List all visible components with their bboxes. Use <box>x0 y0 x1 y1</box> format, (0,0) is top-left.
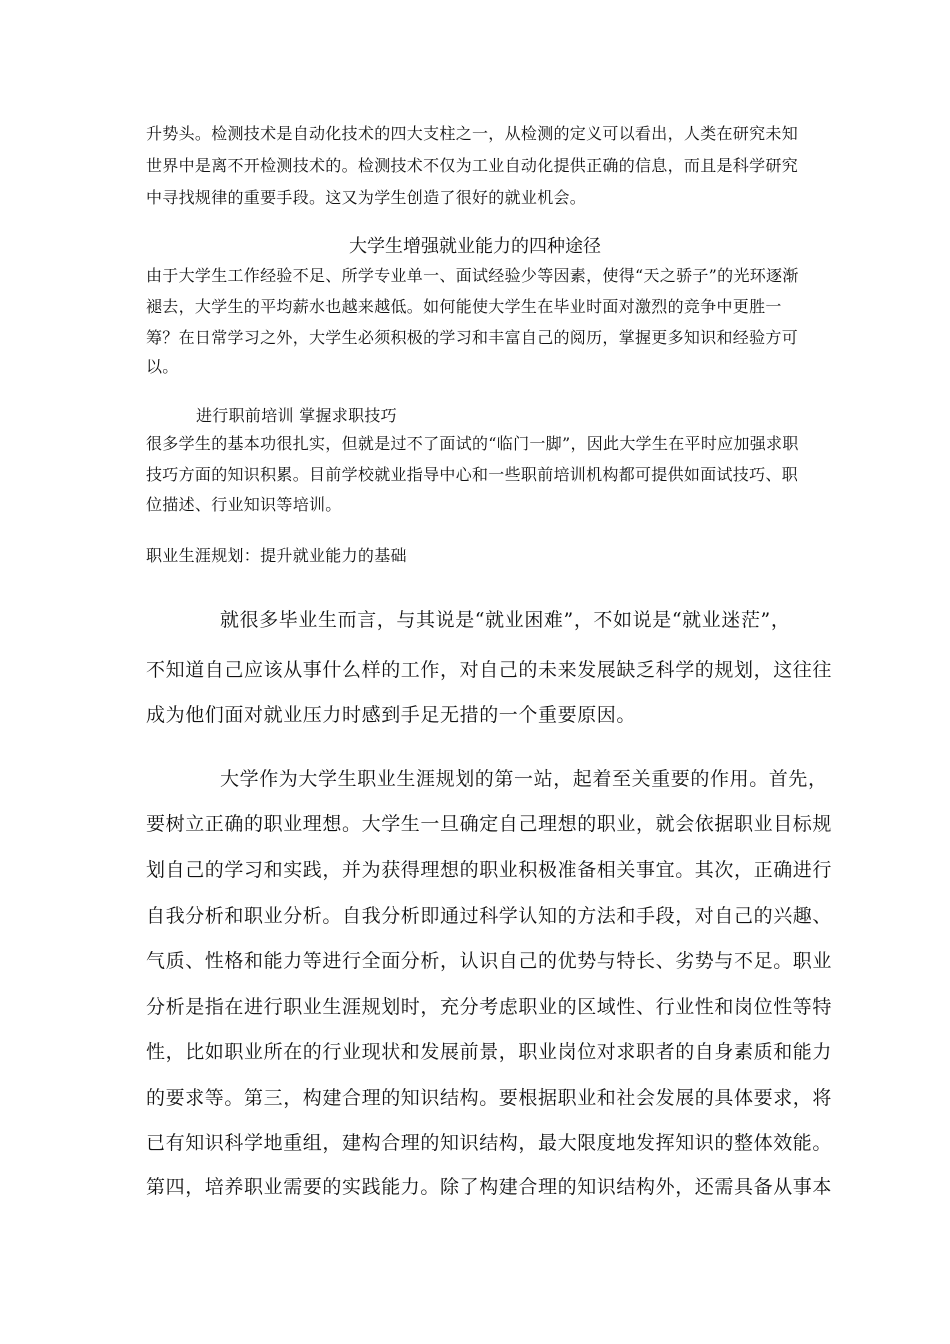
subheading-training: 进行职前培训 掌握求职技巧 <box>196 406 397 425</box>
text-line: 技巧方面的知识积累。目前学校就业指导中心和一些职前培训机构都可提供如面试技巧、职 <box>146 465 799 484</box>
text-line: 气质、性格和能力等进行全面分析，认识自己的优势与特长、劣势与不足。职业 <box>146 950 833 972</box>
text-line: 升势头。检测技术是自动化技术的四大支柱之一，从检测的定义可以看出，人类在研究未知 <box>146 124 799 143</box>
text-line: 大学作为大学生职业生涯规划的第一站，起着至关重要的作用。首先， <box>220 768 828 790</box>
text-line: 划自己的学习和实践，并为获得理想的职业积极准备相关事宜。其次，正确进行 <box>146 859 833 881</box>
text-line: 位描述、行业知识等培训。 <box>146 495 342 514</box>
text-line: 已有知识科学地重组，建构合理的知识结构，最大限度地发挥知识的整体效能。 <box>146 1132 833 1154</box>
text-line: 性，比如职业所在的行业现状和发展前景，职业岗位对求职者的自身素质和能力 <box>146 1041 833 1063</box>
text-line: 就很多毕业生而言，与其说是“就业困难”，不如说是“就业迷茫”， <box>220 609 791 631</box>
section-title: 大学生增强就业能力的四种途径 <box>349 236 601 257</box>
text-line: 褪去，大学生的平均薪水也越来越低。如何能使大学生在毕业时面对激烈的竞争中更胜一 <box>146 297 782 316</box>
text-line: 以。 <box>146 357 179 376</box>
text-line: 不知道自己应该从事什么样的工作，对自己的未来发展缺乏科学的规划，这往往 <box>146 659 833 681</box>
text-line: 要树立正确的职业理想。大学生一旦确定自己理想的职业，就会依据职业目标规 <box>146 813 833 835</box>
text-line: 由于大学生工作经验不足、所学专业单一、面试经验少等因素，使得“天之骄子”的光环逐渐 <box>146 266 799 285</box>
text-line: 第四，培养职业需要的实践能力。除了构建合理的知识结构外，还需具备从事本 <box>146 1176 833 1198</box>
text-line: 很多学生的基本功很扎实，但就是过不了面试的“临门一脚”，因此大学生在平时应加强求职 <box>146 434 799 453</box>
subheading-planning: 职业生涯规划：提升就业能力的基础 <box>146 546 407 565</box>
text-line: 成为他们面对就业压力时感到手足无措的一个重要原因。 <box>146 704 637 726</box>
text-line: 的要求等。第三，构建合理的知识结构。要根据职业和社会发展的具体要求，将 <box>146 1087 833 1109</box>
text-line: 世界中是离不开检测技术的。检测技术不仅为工业自动化提供正确的信息，而且是科学研究 <box>146 156 799 175</box>
text-line: 筹？在日常学习之外，大学生必须积极的学习和丰富自己的阅历，掌握更多知识和经验方可 <box>146 328 799 347</box>
text-line: 中寻找规律的重要手段。这又为学生创造了很好的就业机会。 <box>146 188 587 207</box>
text-line: 自我分析和职业分析。自我分析即通过科学认知的方法和手段，对自己的兴趣、 <box>146 905 833 927</box>
text-line: 分析是指在进行职业生涯规划时，充分考虑职业的区域性、行业性和岗位性等特 <box>146 996 833 1018</box>
